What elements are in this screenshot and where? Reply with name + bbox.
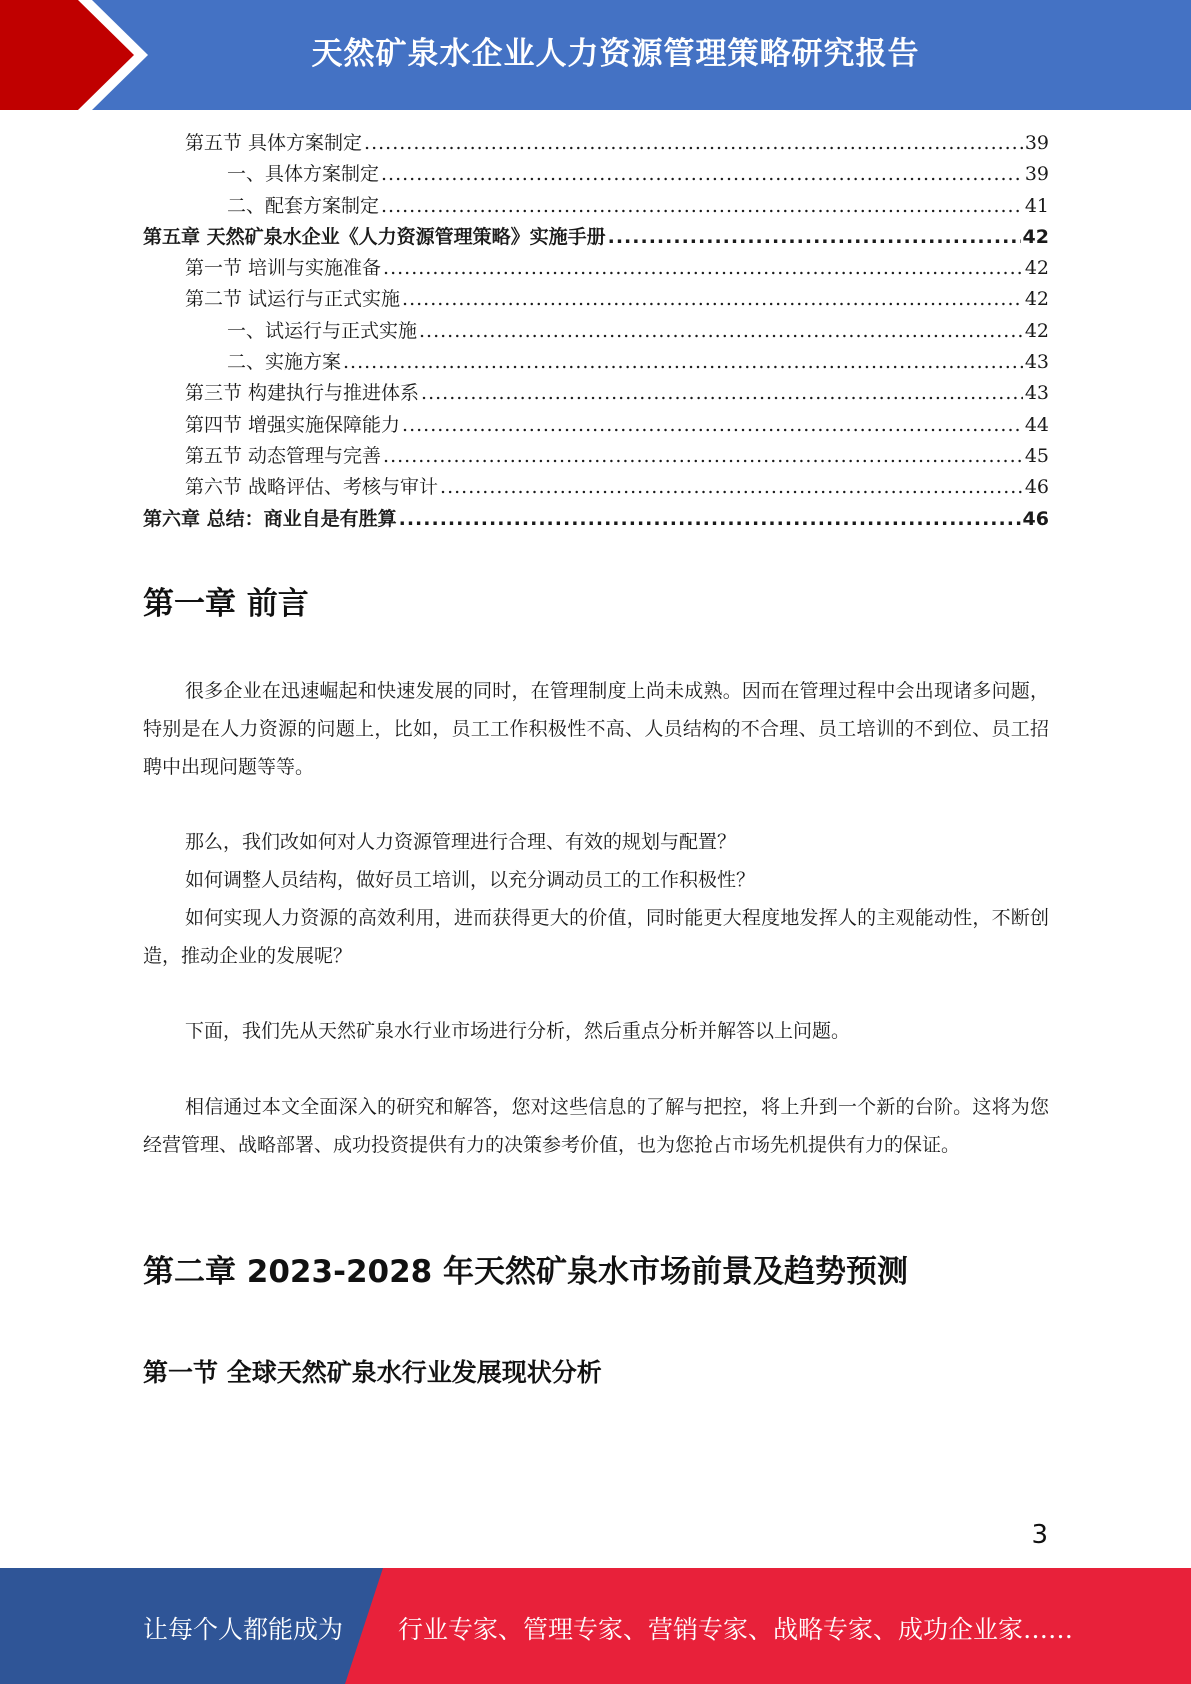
toc-entry-page: 42 bbox=[1024, 288, 1049, 311]
toc-entry[interactable] bbox=[143, 316, 1049, 347]
toc-dot-leader bbox=[421, 378, 1023, 409]
toc-entry[interactable] bbox=[143, 472, 1049, 503]
toc-entry-title: 二、配套方案制定 bbox=[227, 194, 380, 217]
paragraph-2: 那么，我们改如何对人力资源管理进行合理、有效的规划与配置？ bbox=[185, 831, 737, 853]
toc-entry-page: 46 bbox=[1022, 507, 1049, 530]
toc-entry-title: 第六章 总结：商业自是有胜算 bbox=[143, 507, 397, 530]
toc-entry-page: 39 bbox=[1024, 163, 1049, 186]
toc-entry-title: 第三节 构建执行与推进体系 bbox=[185, 382, 420, 405]
toc-dot-leader bbox=[343, 347, 1023, 378]
toc-entry[interactable] bbox=[143, 191, 1049, 222]
toc-entry[interactable] bbox=[143, 504, 1049, 535]
toc-dot-leader bbox=[364, 128, 1023, 159]
toc-entry-page: 43 bbox=[1024, 382, 1049, 405]
toc-entry-title: 第一节 培训与实施准备 bbox=[185, 257, 382, 280]
section-heading: 第一节 全球天然矿泉水行业发展现状分析 bbox=[143, 1358, 602, 1387]
footer-slogan-right: 行业专家、管理专家、营销专家、战略专家、成功企业家…… bbox=[398, 1615, 1074, 1644]
toc-entry-title: 二、实施方案 bbox=[227, 351, 342, 374]
toc-entry-page: 43 bbox=[1024, 351, 1049, 374]
toc-dot-leader bbox=[399, 504, 1021, 535]
toc-dot-leader bbox=[402, 284, 1023, 315]
toc-dot-leader bbox=[383, 441, 1023, 472]
page-footer bbox=[0, 1568, 1191, 1684]
paragraph-5: 下面，我们先从天然矿泉水行业市场进行分析，然后重点分析并解答以上问题。 bbox=[185, 1020, 851, 1042]
toc-entry[interactable] bbox=[143, 378, 1049, 409]
toc-entry-page: 41 bbox=[1024, 194, 1049, 217]
toc-entry[interactable] bbox=[143, 159, 1049, 190]
toc-dot-leader bbox=[608, 222, 1021, 253]
toc-entry-page: 42 bbox=[1024, 319, 1049, 342]
page-number: 3 bbox=[1031, 1520, 1048, 1550]
toc-entry-page: 39 bbox=[1024, 132, 1049, 154]
paragraph-6: 相信通过本文全面深入的研究和解答，您对这些信息的了解与把控，将上升到一个新的台阶。这将为您经营管理、战略部署、成功投资提供有力的决策参考价值，也为您抢占市场先机提供有力的保证。 bbox=[143, 1096, 1049, 1156]
toc-dot-leader bbox=[381, 191, 1023, 222]
chapter-2-heading: 第二章 2023-2028 年天然矿泉水市场前景及趋势预测 bbox=[143, 1254, 909, 1290]
toc-entry[interactable] bbox=[143, 222, 1049, 253]
toc-entry[interactable] bbox=[143, 128, 1049, 159]
toc-entry-title: 第四节 增强实施保障能力 bbox=[185, 413, 401, 436]
toc-entry-page: 42 bbox=[1024, 257, 1049, 280]
toc-dot-leader bbox=[440, 472, 1023, 503]
footer-slogan-left: 让每个人都能成为 bbox=[143, 1615, 344, 1644]
toc-entry[interactable] bbox=[143, 441, 1049, 472]
paragraph-1: 很多企业在迅速崛起和快速发展的同时，在管理制度上尚未成熟。因而在管理过程中会出现诸多问题，特别是在人力资源的问题上，比如，员工工作积极性不高、人员结构的不合理、员工培训的不到位、员工招聘中出现问题等等。 bbox=[143, 680, 1049, 778]
toc-entry-page: 46 bbox=[1024, 476, 1049, 499]
toc-entry-title: 一、试运行与正式实施 bbox=[227, 319, 418, 342]
table-of-contents bbox=[143, 128, 1049, 535]
toc-entry[interactable] bbox=[143, 253, 1049, 284]
toc-dot-leader bbox=[383, 253, 1023, 284]
toc-entry-title: 一、具体方案制定 bbox=[227, 163, 380, 186]
toc-entry-title: 第五节 具体方案制定 bbox=[185, 132, 363, 154]
toc-entry-page: 42 bbox=[1022, 225, 1049, 248]
page-header bbox=[0, 0, 1191, 110]
chapter-1-heading: 第一章 前言 bbox=[143, 586, 309, 622]
toc-entry[interactable] bbox=[143, 284, 1049, 315]
toc-entry-title: 第二节 试运行与正式实施 bbox=[185, 288, 401, 311]
toc-entry-title: 第五节 动态管理与完善 bbox=[185, 444, 382, 467]
toc-dot-leader bbox=[381, 159, 1023, 190]
toc-entry-title: 第五章 天然矿泉水企业《人力资源管理策略》实施手册 bbox=[143, 225, 606, 248]
toc-entry[interactable] bbox=[143, 347, 1049, 378]
toc-dot-leader bbox=[419, 316, 1023, 347]
paragraph-4: 如何实现人力资源的高效利用，进而获得更大的价值，同时能更大程度地发挥人的主观能动性，不断创造，推动企业的发展呢？ bbox=[143, 907, 1049, 967]
toc-entry-page: 45 bbox=[1024, 444, 1049, 467]
header-title: 天然矿泉水企业人力资源管理策略研究报告 bbox=[311, 36, 920, 72]
toc-dot-leader bbox=[402, 410, 1023, 441]
toc-entry[interactable] bbox=[143, 410, 1049, 441]
toc-entry-title: 第六节 战略评估、考核与审计 bbox=[185, 476, 439, 499]
paragraph-3: 如何调整人员结构，做好员工培训，以充分调动员工的工作积极性？ bbox=[185, 869, 756, 891]
toc-entry-page: 44 bbox=[1024, 413, 1049, 436]
